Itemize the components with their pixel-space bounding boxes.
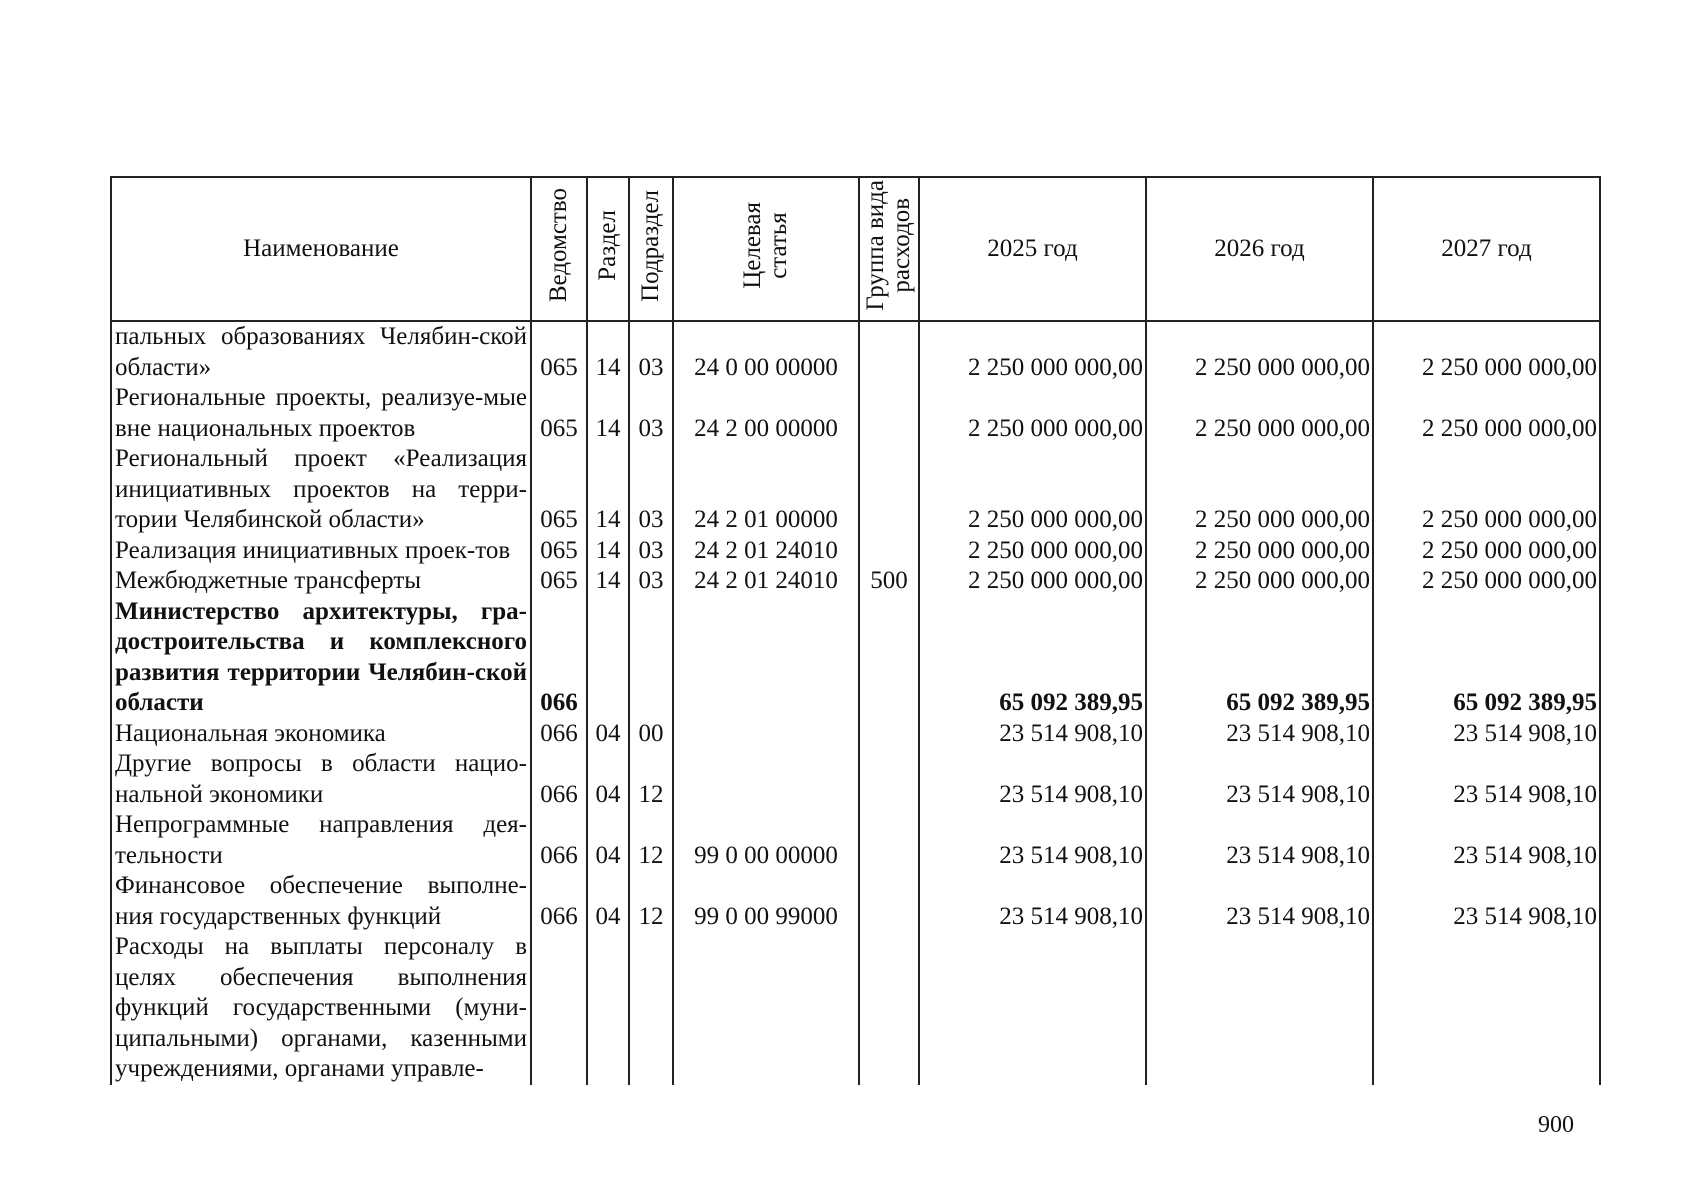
row-podrazdel: 03 — [629, 321, 673, 383]
row-vedomstvo: 066 — [531, 810, 587, 871]
row-amount-2026 — [1146, 932, 1373, 1085]
header-2025: 2025 год — [919, 177, 1146, 321]
row-amount-2025: 2 250 000 000,00 — [919, 566, 1146, 597]
row-razdel — [587, 597, 629, 719]
row-amount-2027: 23 514 908,10 — [1373, 749, 1600, 810]
row-podrazdel: 12 — [629, 749, 673, 810]
row-amount-2026: 2 250 000 000,00 — [1146, 444, 1373, 536]
header-razdel: Раздел — [587, 177, 629, 321]
row-vedomstvo: 066 — [531, 719, 587, 750]
row-amount-2026: 2 250 000 000,00 — [1146, 321, 1373, 383]
row-razdel: 14 — [587, 321, 629, 383]
row-gruppa — [859, 749, 919, 810]
row-amount-2027 — [1373, 932, 1600, 1085]
row-razdel: 14 — [587, 536, 629, 567]
row-vedomstvo: 065 — [531, 566, 587, 597]
row-amount-2027: 2 250 000 000,00 — [1373, 444, 1600, 536]
row-name: Реализация инициативных проек-тов — [111, 536, 531, 567]
row-name: Межбюджетные трансферты — [111, 566, 531, 597]
budget-table-container — [110, 176, 1600, 1085]
table-row — [111, 383, 1600, 444]
row-gruppa — [859, 321, 919, 383]
row-name: Национальная экономика — [111, 719, 531, 750]
row-razdel: 04 — [587, 719, 629, 750]
row-razdel: 04 — [587, 749, 629, 810]
row-name: Расходы на выплаты персоналу в целях обеспечения выполнения функций государственными (муни-ципальными) органами, казенными учреждениями, органами управле- — [111, 932, 531, 1085]
row-amount-2027: 23 514 908,10 — [1373, 871, 1600, 932]
row-name: Непрограммные направления дея-тельности — [111, 810, 531, 871]
row-podrazdel: 03 — [629, 383, 673, 444]
row-celevaya-statya — [673, 597, 859, 719]
row-celevaya-statya: 99 0 00 00000 — [673, 810, 859, 871]
row-razdel: 14 — [587, 444, 629, 536]
row-gruppa — [859, 383, 919, 444]
row-vedomstvo: 065 — [531, 321, 587, 383]
row-amount-2027: 65 092 389,95 — [1373, 597, 1600, 719]
table-row — [111, 566, 1600, 597]
row-vedomstvo: 066 — [531, 597, 587, 719]
row-amount-2027: 2 250 000 000,00 — [1373, 383, 1600, 444]
row-amount-2026: 23 514 908,10 — [1146, 810, 1373, 871]
table-row — [111, 810, 1600, 871]
header-celevaya-statya: Целевая статья — [673, 177, 859, 321]
table-row — [111, 444, 1600, 536]
row-gruppa — [859, 810, 919, 871]
row-podrazdel: 12 — [629, 810, 673, 871]
row-vedomstvo: 065 — [531, 383, 587, 444]
row-gruppa — [859, 444, 919, 536]
row-amount-2025: 23 514 908,10 — [919, 871, 1146, 932]
row-amount-2027: 23 514 908,10 — [1373, 719, 1600, 750]
row-vedomstvo: 065 — [531, 536, 587, 567]
row-razdel: 14 — [587, 566, 629, 597]
row-name: Региональный проект «Реализация инициативных проектов на терри-тории Челябинской области» — [111, 444, 531, 536]
row-amount-2025: 23 514 908,10 — [919, 749, 1146, 810]
row-vedomstvo: 066 — [531, 871, 587, 932]
row-amount-2027: 2 250 000 000,00 — [1373, 321, 1600, 383]
row-amount-2026: 65 092 389,95 — [1146, 597, 1373, 719]
header-2027: 2027 год — [1373, 177, 1600, 321]
row-gruppa — [859, 932, 919, 1085]
table-row — [111, 536, 1600, 567]
row-amount-2027: 23 514 908,10 — [1373, 810, 1600, 871]
table-row — [111, 871, 1600, 932]
table-row — [111, 719, 1600, 750]
header-podrazdel: Подраздел — [629, 177, 673, 321]
row-celevaya-statya — [673, 749, 859, 810]
row-podrazdel: 03 — [629, 444, 673, 536]
row-gruppa — [859, 536, 919, 567]
row-podrazdel — [629, 597, 673, 719]
row-amount-2026: 2 250 000 000,00 — [1146, 566, 1373, 597]
row-name: Региональные проекты, реализуе-мые вне национальных проектов — [111, 383, 531, 444]
row-podrazdel — [629, 932, 673, 1085]
row-amount-2025: 2 250 000 000,00 — [919, 383, 1146, 444]
row-amount-2026: 2 250 000 000,00 — [1146, 383, 1373, 444]
row-amount-2026: 23 514 908,10 — [1146, 749, 1373, 810]
row-gruppa: 500 — [859, 566, 919, 597]
header-name: Наименование — [111, 177, 531, 321]
row-amount-2025: 65 092 389,95 — [919, 597, 1146, 719]
row-gruppa — [859, 871, 919, 932]
row-celevaya-statya — [673, 719, 859, 750]
table-header-row — [111, 177, 1600, 321]
table-row — [111, 932, 1600, 1085]
row-podrazdel: 00 — [629, 719, 673, 750]
row-gruppa — [859, 597, 919, 719]
row-vedomstvo: 065 — [531, 444, 587, 536]
row-gruppa — [859, 719, 919, 750]
table-row — [111, 597, 1600, 719]
header-gruppa-vida-rashodov: Группа вида расходов — [859, 177, 919, 321]
table-row — [111, 749, 1600, 810]
row-amount-2025: 23 514 908,10 — [919, 810, 1146, 871]
row-amount-2027: 2 250 000 000,00 — [1373, 566, 1600, 597]
row-celevaya-statya — [673, 932, 859, 1085]
row-celevaya-statya: 24 2 01 00000 — [673, 444, 859, 536]
row-amount-2026: 23 514 908,10 — [1146, 871, 1373, 932]
row-vedomstvo: 066 — [531, 749, 587, 810]
table-row — [111, 321, 1600, 383]
row-celevaya-statya: 24 2 00 00000 — [673, 383, 859, 444]
row-amount-2027: 2 250 000 000,00 — [1373, 536, 1600, 567]
row-amount-2026: 2 250 000 000,00 — [1146, 536, 1373, 567]
header-vedomstvo: Ведомство — [531, 177, 587, 321]
row-amount-2025: 2 250 000 000,00 — [919, 536, 1146, 567]
header-2026: 2026 год — [1146, 177, 1373, 321]
row-amount-2025: 23 514 908,10 — [919, 719, 1146, 750]
row-amount-2026: 23 514 908,10 — [1146, 719, 1373, 750]
row-podrazdel: 03 — [629, 566, 673, 597]
row-razdel: 04 — [587, 871, 629, 932]
row-celevaya-statya: 99 0 00 99000 — [673, 871, 859, 932]
row-amount-2025: 2 250 000 000,00 — [919, 444, 1146, 536]
row-name: Другие вопросы в области нацио-нальной экономики — [111, 749, 531, 810]
row-podrazdel: 03 — [629, 536, 673, 567]
row-razdel: 14 — [587, 383, 629, 444]
row-vedomstvo — [531, 932, 587, 1085]
row-name: Финансовое обеспечение выполне-ния государственных функций — [111, 871, 531, 932]
row-amount-2025 — [919, 932, 1146, 1085]
row-celevaya-statya: 24 2 01 24010 — [673, 536, 859, 567]
row-razdel — [587, 932, 629, 1085]
row-celevaya-statya: 24 0 00 00000 — [673, 321, 859, 383]
row-name: Министерство архитектуры, гра-достроительства и комплексного развития территории Челябин-ской области — [111, 597, 531, 719]
row-amount-2025: 2 250 000 000,00 — [919, 321, 1146, 383]
row-podrazdel: 12 — [629, 871, 673, 932]
row-razdel: 04 — [587, 810, 629, 871]
row-name: пальных образованиях Челябин-ской области» — [111, 321, 531, 383]
row-celevaya-statya: 24 2 01 24010 — [673, 566, 859, 597]
page-number: 900 — [1538, 1112, 1574, 1138]
budget-table — [110, 176, 1601, 1085]
